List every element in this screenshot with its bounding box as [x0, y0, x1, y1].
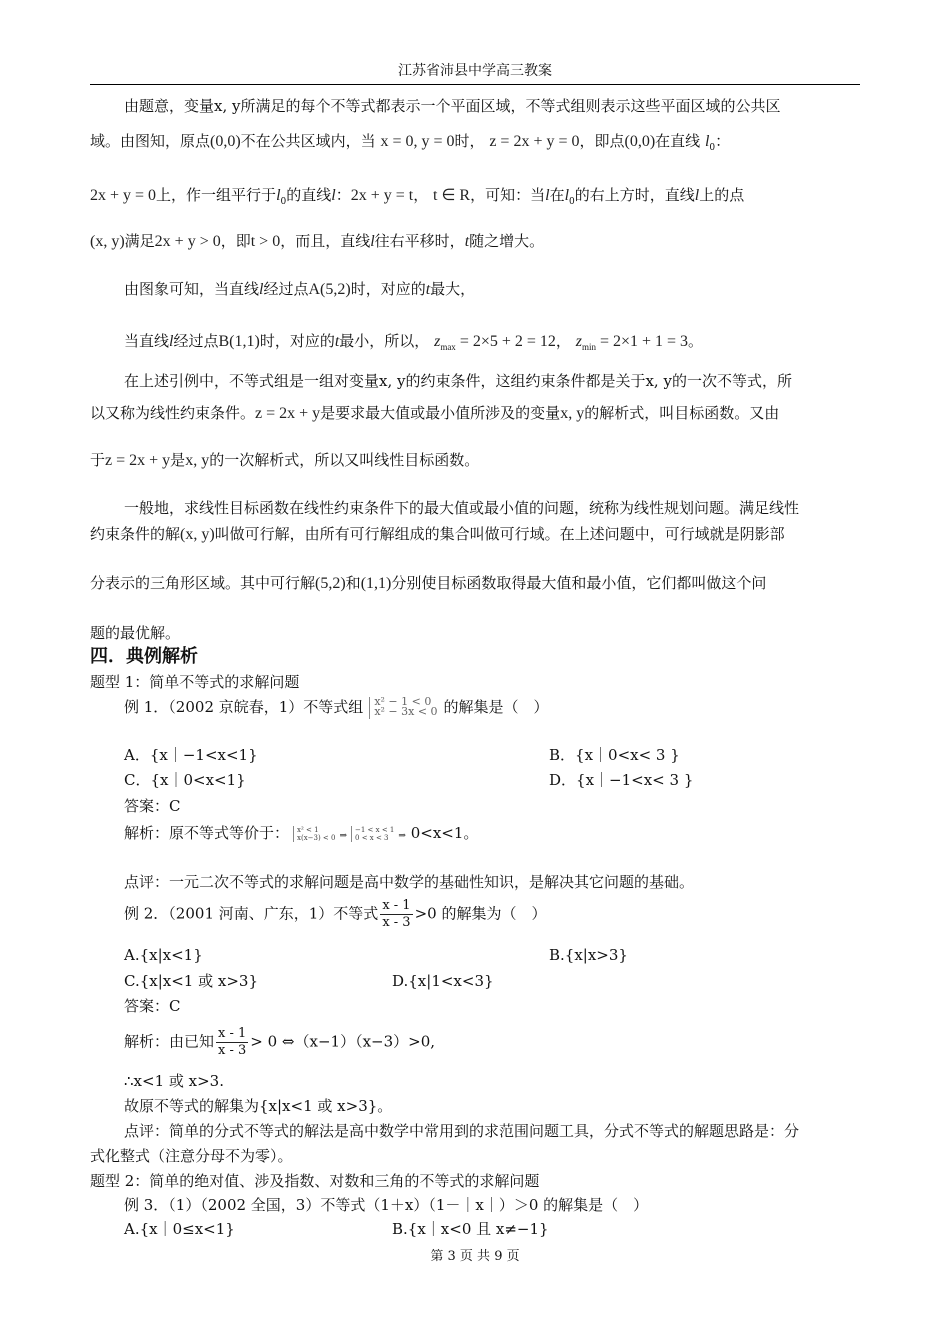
math: x(x−3) < 0	[297, 834, 336, 842]
option-d: D.{x|1<x<3}	[392, 972, 494, 990]
math: x² − 3x < 0	[374, 705, 438, 718]
text: 经过点	[263, 280, 309, 298]
text: ，可知：当	[470, 186, 546, 204]
text: 的解集是（ ）	[443, 698, 549, 716]
subscript: 0	[709, 143, 716, 153]
example2-question	[124, 898, 860, 931]
option-b: B.{x|x>3}	[549, 946, 628, 964]
text: 最大，	[430, 280, 476, 298]
example2-solution-3: 故原不等式的解集为{x|x<1 或 x>3}。	[124, 1097, 393, 1115]
subscript: 0	[569, 197, 575, 207]
math: 2x + y = t	[350, 187, 414, 204]
text: 分表示的三角形区域。其中可行解	[90, 574, 316, 592]
example2-solution	[124, 1026, 860, 1059]
text: ：	[335, 186, 351, 204]
example1-answer: 答案：C	[124, 797, 181, 815]
text: ，而且，直线	[280, 232, 371, 250]
math: 0 < x < 3	[355, 834, 389, 842]
text: 的一次解析式，所以又叫线性目标函数。	[209, 451, 480, 469]
math	[434, 333, 556, 353]
math: x² − 1 < 0	[374, 697, 432, 708]
math: z	[434, 333, 441, 350]
para4-line3	[90, 449, 860, 472]
option-b: B．{x｜0<x< 3 }	[549, 746, 680, 764]
text: 以又称为线性约束条件。	[90, 404, 256, 422]
math: t > 0	[250, 233, 281, 250]
subscript: max	[440, 342, 456, 353]
math: B(1,1)	[218, 333, 260, 350]
text: ，	[555, 332, 571, 350]
numerator: x - 1	[218, 1026, 247, 1041]
text: >0 的解集为（ ）	[414, 904, 547, 923]
math: l	[331, 187, 336, 204]
option-a: A.{x|x<1}	[124, 946, 203, 964]
math: 2x + y = 0	[90, 187, 157, 204]
text: 的右上方时，直线	[574, 186, 695, 204]
math	[575, 333, 689, 353]
text: ：	[715, 132, 731, 150]
text: 的直线	[286, 186, 332, 204]
page-footer: 第 3 页 共 9 页	[430, 1249, 520, 1264]
math: z = 2x + y	[105, 452, 171, 469]
subscript: min	[581, 342, 596, 353]
text: 上，作一组平行于	[156, 186, 277, 204]
text: ，即	[220, 232, 251, 250]
math: = 2×5 + 2 = 12	[455, 333, 556, 350]
math: l	[704, 133, 710, 150]
text: 在	[549, 186, 565, 204]
option-c: C.{x|x<1 或 x>3}	[124, 972, 258, 990]
para1-line3	[90, 184, 860, 213]
para5-line3	[90, 572, 860, 595]
section-heading: 四．典例解析	[90, 646, 198, 667]
math: x² < 1	[297, 826, 319, 834]
math: l	[370, 233, 375, 250]
text: ，	[413, 186, 429, 204]
para1-line4	[90, 230, 860, 253]
math: t	[464, 233, 470, 250]
math: t	[334, 333, 340, 350]
fraction	[216, 1026, 248, 1059]
math: z = 2x + y	[255, 405, 321, 422]
page-header: 江苏省沛县中学高三教案	[90, 60, 860, 85]
text: 域。由图知，原点	[90, 132, 211, 150]
math: l	[276, 187, 281, 204]
example1-options-row2	[124, 769, 860, 791]
text: 经过点	[173, 332, 219, 350]
math: l	[694, 187, 700, 204]
numerator: x - 1	[382, 898, 411, 913]
type1-heading: 题型 1：简单不等式的求解问题	[90, 673, 300, 691]
example2-answer: 答案：C	[124, 997, 181, 1015]
option-a: A.{x｜0≤x<1}	[124, 1220, 235, 1238]
text: > 0 ⇔（x−1）（x−3）>0,	[250, 1032, 436, 1051]
text: 上的点	[699, 186, 745, 204]
inequality-system	[369, 697, 437, 719]
text: 0<x<1。	[410, 824, 479, 842]
math: A(5,2)	[308, 281, 351, 298]
text: 不在公共区域内，当	[240, 132, 376, 150]
example2-solution-2: ∴x<1 或 x>3.	[124, 1072, 224, 1090]
text: 在直线	[655, 132, 701, 150]
example2-options-row1	[124, 944, 860, 966]
text: 解析：原不等式等价于：	[124, 824, 290, 842]
para4-line2	[90, 402, 860, 425]
example2-options-row2	[124, 970, 860, 992]
text: 约束条件的解	[90, 525, 181, 543]
math: (1,1)	[360, 575, 392, 592]
math: (x, y)	[90, 233, 125, 250]
math: (0,0)	[624, 133, 656, 150]
math: (0,0)	[210, 133, 241, 150]
implies-symbol: ⇒	[398, 831, 406, 841]
para5-line2	[90, 523, 860, 546]
example3-options	[124, 1218, 860, 1240]
math: x, y	[560, 405, 585, 422]
text: 。	[688, 332, 704, 350]
math: x, y	[185, 452, 210, 469]
mini-system	[351, 826, 394, 842]
text: 于	[90, 451, 106, 469]
example1-question	[124, 696, 860, 719]
math: z	[575, 333, 582, 350]
option-b: B.{x｜x<0 且 x≠−1}	[392, 1220, 549, 1238]
math: x = 0, y = 0	[380, 133, 455, 150]
example2-comment-2: 式化整式（注意分母不为零）。	[90, 1147, 293, 1165]
text: 解析：由已知	[124, 1032, 215, 1051]
denominator: x - 3	[218, 1043, 247, 1058]
para2	[124, 278, 860, 301]
text: 和	[345, 574, 361, 592]
text: 最小，所以，	[339, 332, 430, 350]
text: 的解析式，叫目标函数。又由	[584, 404, 780, 422]
para1-line1: 由题意，变量x, y所满足的每个不等式都表示一个平面区域，不等式组则表示这些平面区域的公共区	[124, 97, 781, 115]
math: l	[545, 187, 550, 204]
text: 时，对应的	[350, 280, 426, 298]
example3-question: 例 3．（1）（2002 全国，3）不等式（1＋x）（1－｜x｜）＞0 的解集是（ ）	[124, 1196, 649, 1214]
math: t	[425, 281, 431, 298]
text: 由图象可知，当直线	[124, 280, 260, 298]
math: 2x + y > 0	[154, 233, 221, 250]
text: 是	[170, 451, 186, 469]
text: 随之增大。	[469, 232, 545, 250]
text: 时，	[454, 132, 485, 150]
text: 往右平移时，	[374, 232, 465, 250]
math: (5,2)	[315, 575, 346, 592]
text: 满足	[124, 232, 155, 250]
denominator: x - 3	[382, 915, 411, 930]
type2-heading: 题型 2：简单的绝对值、涉及指数、对数和三角的不等式的求解问题	[90, 1172, 540, 1190]
math: t ∈ R	[433, 187, 471, 204]
example1-solution	[124, 822, 860, 847]
math: (x, y)	[180, 526, 215, 543]
math: z = 2x + y = 0	[489, 133, 580, 150]
math: = 2×1 + 1 = 3	[595, 333, 689, 350]
option-d: D．{x｜−1<x< 3 }	[549, 771, 694, 789]
text: 分别使目标函数取得最大值和最小值，它们都叫做这个问	[391, 574, 767, 592]
math: l	[564, 187, 570, 204]
para4-line1: 在上述引例中，不等式组是一组对变量x, y的约束条件，这组约束条件都是关于x, y的一次不等式，所	[124, 372, 792, 390]
example1-options-row1	[124, 744, 860, 766]
text: 叫做可行解，由所有可行解组成的集合叫做可行域。在上述问题中，可行域就是阴影部	[214, 525, 785, 543]
mini-system	[293, 826, 335, 842]
text: ，即点	[579, 132, 625, 150]
para5-line4: 题的最优解。	[90, 624, 181, 642]
implies-symbol: ⇒	[339, 831, 348, 841]
text: 是要求最大值或最小值所涉及的变量	[320, 404, 561, 422]
example2-comment-1: 点评：简单的分式不等式的解法是高中数学中常用到的求范围问题工具，分式不等式的解题思路是：分	[124, 1122, 800, 1140]
option-c: C．{x｜0<x<1}	[124, 771, 246, 789]
text: 例 1．（2002 京皖春，1）不等式组	[124, 698, 364, 716]
text: 时，对应的	[259, 332, 335, 350]
math: l	[169, 333, 174, 350]
option-a: A．{x｜−1<x<1}	[124, 746, 258, 764]
para5-line1: 一般地，求线性目标函数在线性约束条件下的最大值或最小值的问题，统称为线性规划问题。满足线性	[124, 499, 800, 517]
fraction	[380, 898, 412, 931]
example1-comment: 点评：一元二次不等式的求解问题是高中数学的基础性知识，是解决其它问题的基础。	[124, 873, 695, 891]
subscript: 0	[280, 197, 287, 207]
math: −1 < x < 1	[355, 826, 395, 834]
text: 当直线	[124, 332, 170, 350]
text: 例 2．（2001 河南、广东，1）不等式	[124, 904, 379, 923]
para3	[124, 330, 860, 358]
para1-line2	[90, 130, 860, 159]
math: l	[259, 281, 264, 298]
